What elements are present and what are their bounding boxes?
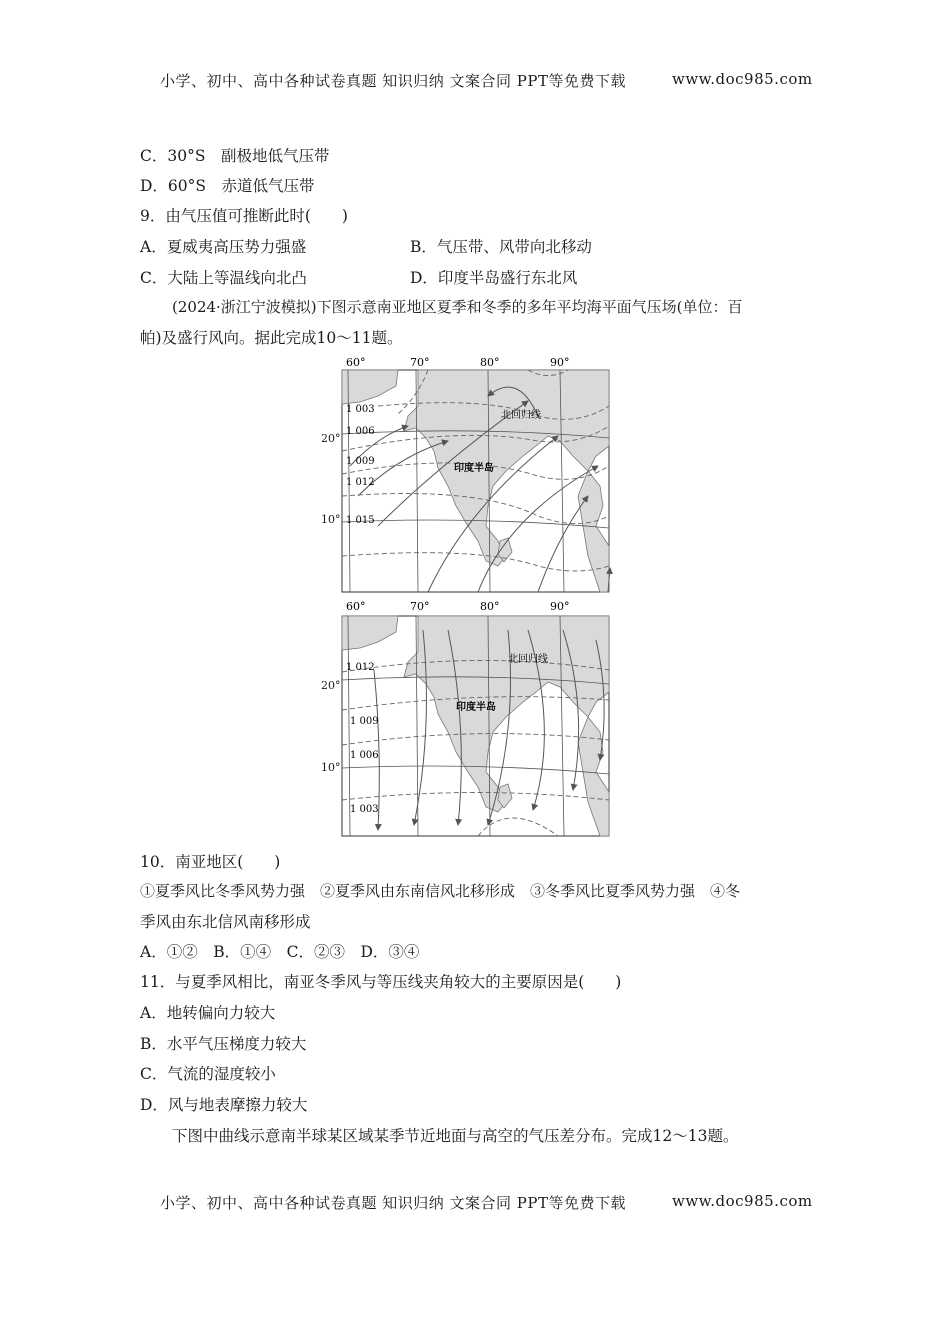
option-d-q11: D．风与地表摩擦力较大 bbox=[140, 1096, 308, 1114]
isobar-1003: 1 003 bbox=[346, 404, 375, 415]
isobar-1006: 1 006 bbox=[350, 750, 379, 761]
option-c-q9: C．大陆上等温线向北凸 bbox=[140, 269, 307, 287]
option-a-q9: A．夏威夷高压势力强盛 bbox=[140, 238, 307, 256]
option-b-q9: B．气压带、风带向北移动 bbox=[410, 238, 592, 256]
isobar-1012: 1 012 bbox=[346, 477, 375, 488]
lat-label-20-summer: 20° bbox=[321, 432, 341, 445]
peninsula-label: 印度半岛 bbox=[456, 702, 496, 713]
q10-options-line1: ①夏季风比冬季风势力强 ②夏季风由东南信风北移形成 ③冬季风比夏季风势力强 ④冬 bbox=[140, 882, 741, 900]
lon-label-90: 90° bbox=[550, 600, 570, 613]
option-c-q8: C．30°S 副极地低气压带 bbox=[140, 147, 330, 165]
lon-label-90: 90° bbox=[550, 356, 570, 369]
lon-label-60: 60° bbox=[346, 356, 366, 369]
option-d-q8: D．60°S 赤道低气压带 bbox=[140, 177, 315, 195]
option-d-q9: D．印度半岛盛行东北风 bbox=[410, 269, 578, 287]
lon-label-80: 80° bbox=[480, 356, 500, 369]
lon-label-70: 70° bbox=[410, 356, 430, 369]
isobar-1003: 1 003 bbox=[350, 804, 379, 815]
lat-label-10-summer: 10° bbox=[321, 513, 341, 526]
tropic-label: 北回归线 bbox=[508, 654, 548, 665]
lon-label-70: 70° bbox=[410, 600, 430, 613]
lon-label-60: 60° bbox=[346, 600, 366, 613]
lat-label-20-winter: 20° bbox=[321, 679, 341, 692]
q10-options-line2: 季风由东北信风南移形成 bbox=[140, 913, 311, 931]
intro-12-13: 下图中曲线示意南半球某区域某季节近地面与高空的气压差分布。完成12～13题。 bbox=[172, 1127, 739, 1145]
question-9: 9．由气压值可推断此时( ) bbox=[140, 207, 348, 225]
isobar-1012: 1 012 bbox=[346, 662, 375, 673]
q10-answers: A．①② B．①④ C．②③ D．③④ bbox=[140, 943, 420, 961]
isobar-1009: 1 009 bbox=[346, 456, 375, 467]
tropic-label: 北回归线 bbox=[501, 410, 541, 421]
intro-10-11-line1: (2024·浙江宁波模拟)下图示意南亚地区夏季和冬季的多年平均海平面气压场(单位：百 bbox=[172, 298, 743, 316]
header-text: 小学、初中、高中各种试卷真题 知识归纳 文案合同 PPT等免费下载 bbox=[160, 72, 626, 90]
peninsula-label: 印度半岛 bbox=[454, 463, 494, 474]
summer-pressure-map bbox=[338, 356, 613, 596]
option-c-q11: C．气流的湿度较小 bbox=[140, 1065, 276, 1083]
lon-label-80: 80° bbox=[480, 600, 500, 613]
option-a-q11: A．地转偏向力较大 bbox=[140, 1004, 276, 1022]
intro-10-11-line2: 帕)及盛行风向。据此完成10～11题。 bbox=[140, 329, 403, 347]
footer-text: 小学、初中、高中各种试卷真题 知识归纳 文案合同 PPT等免费下载 bbox=[160, 1194, 626, 1212]
isobar-1015: 1 015 bbox=[346, 515, 375, 526]
isobar-1009: 1 009 bbox=[350, 716, 379, 727]
question-10: 10．南亚地区( ) bbox=[140, 853, 281, 871]
footer-url[interactable]: www.doc985.com bbox=[672, 1192, 813, 1210]
option-b-q11: B．水平气压梯度力较大 bbox=[140, 1035, 307, 1053]
isobar-1006: 1 006 bbox=[346, 426, 375, 437]
header-url[interactable]: www.doc985.com bbox=[672, 70, 813, 88]
winter-pressure-map bbox=[338, 600, 613, 840]
question-11: 11．与夏季风相比，南亚冬季风与等压线夹角较大的主要原因是( ) bbox=[140, 973, 622, 991]
lat-label-10-winter: 10° bbox=[321, 761, 341, 774]
